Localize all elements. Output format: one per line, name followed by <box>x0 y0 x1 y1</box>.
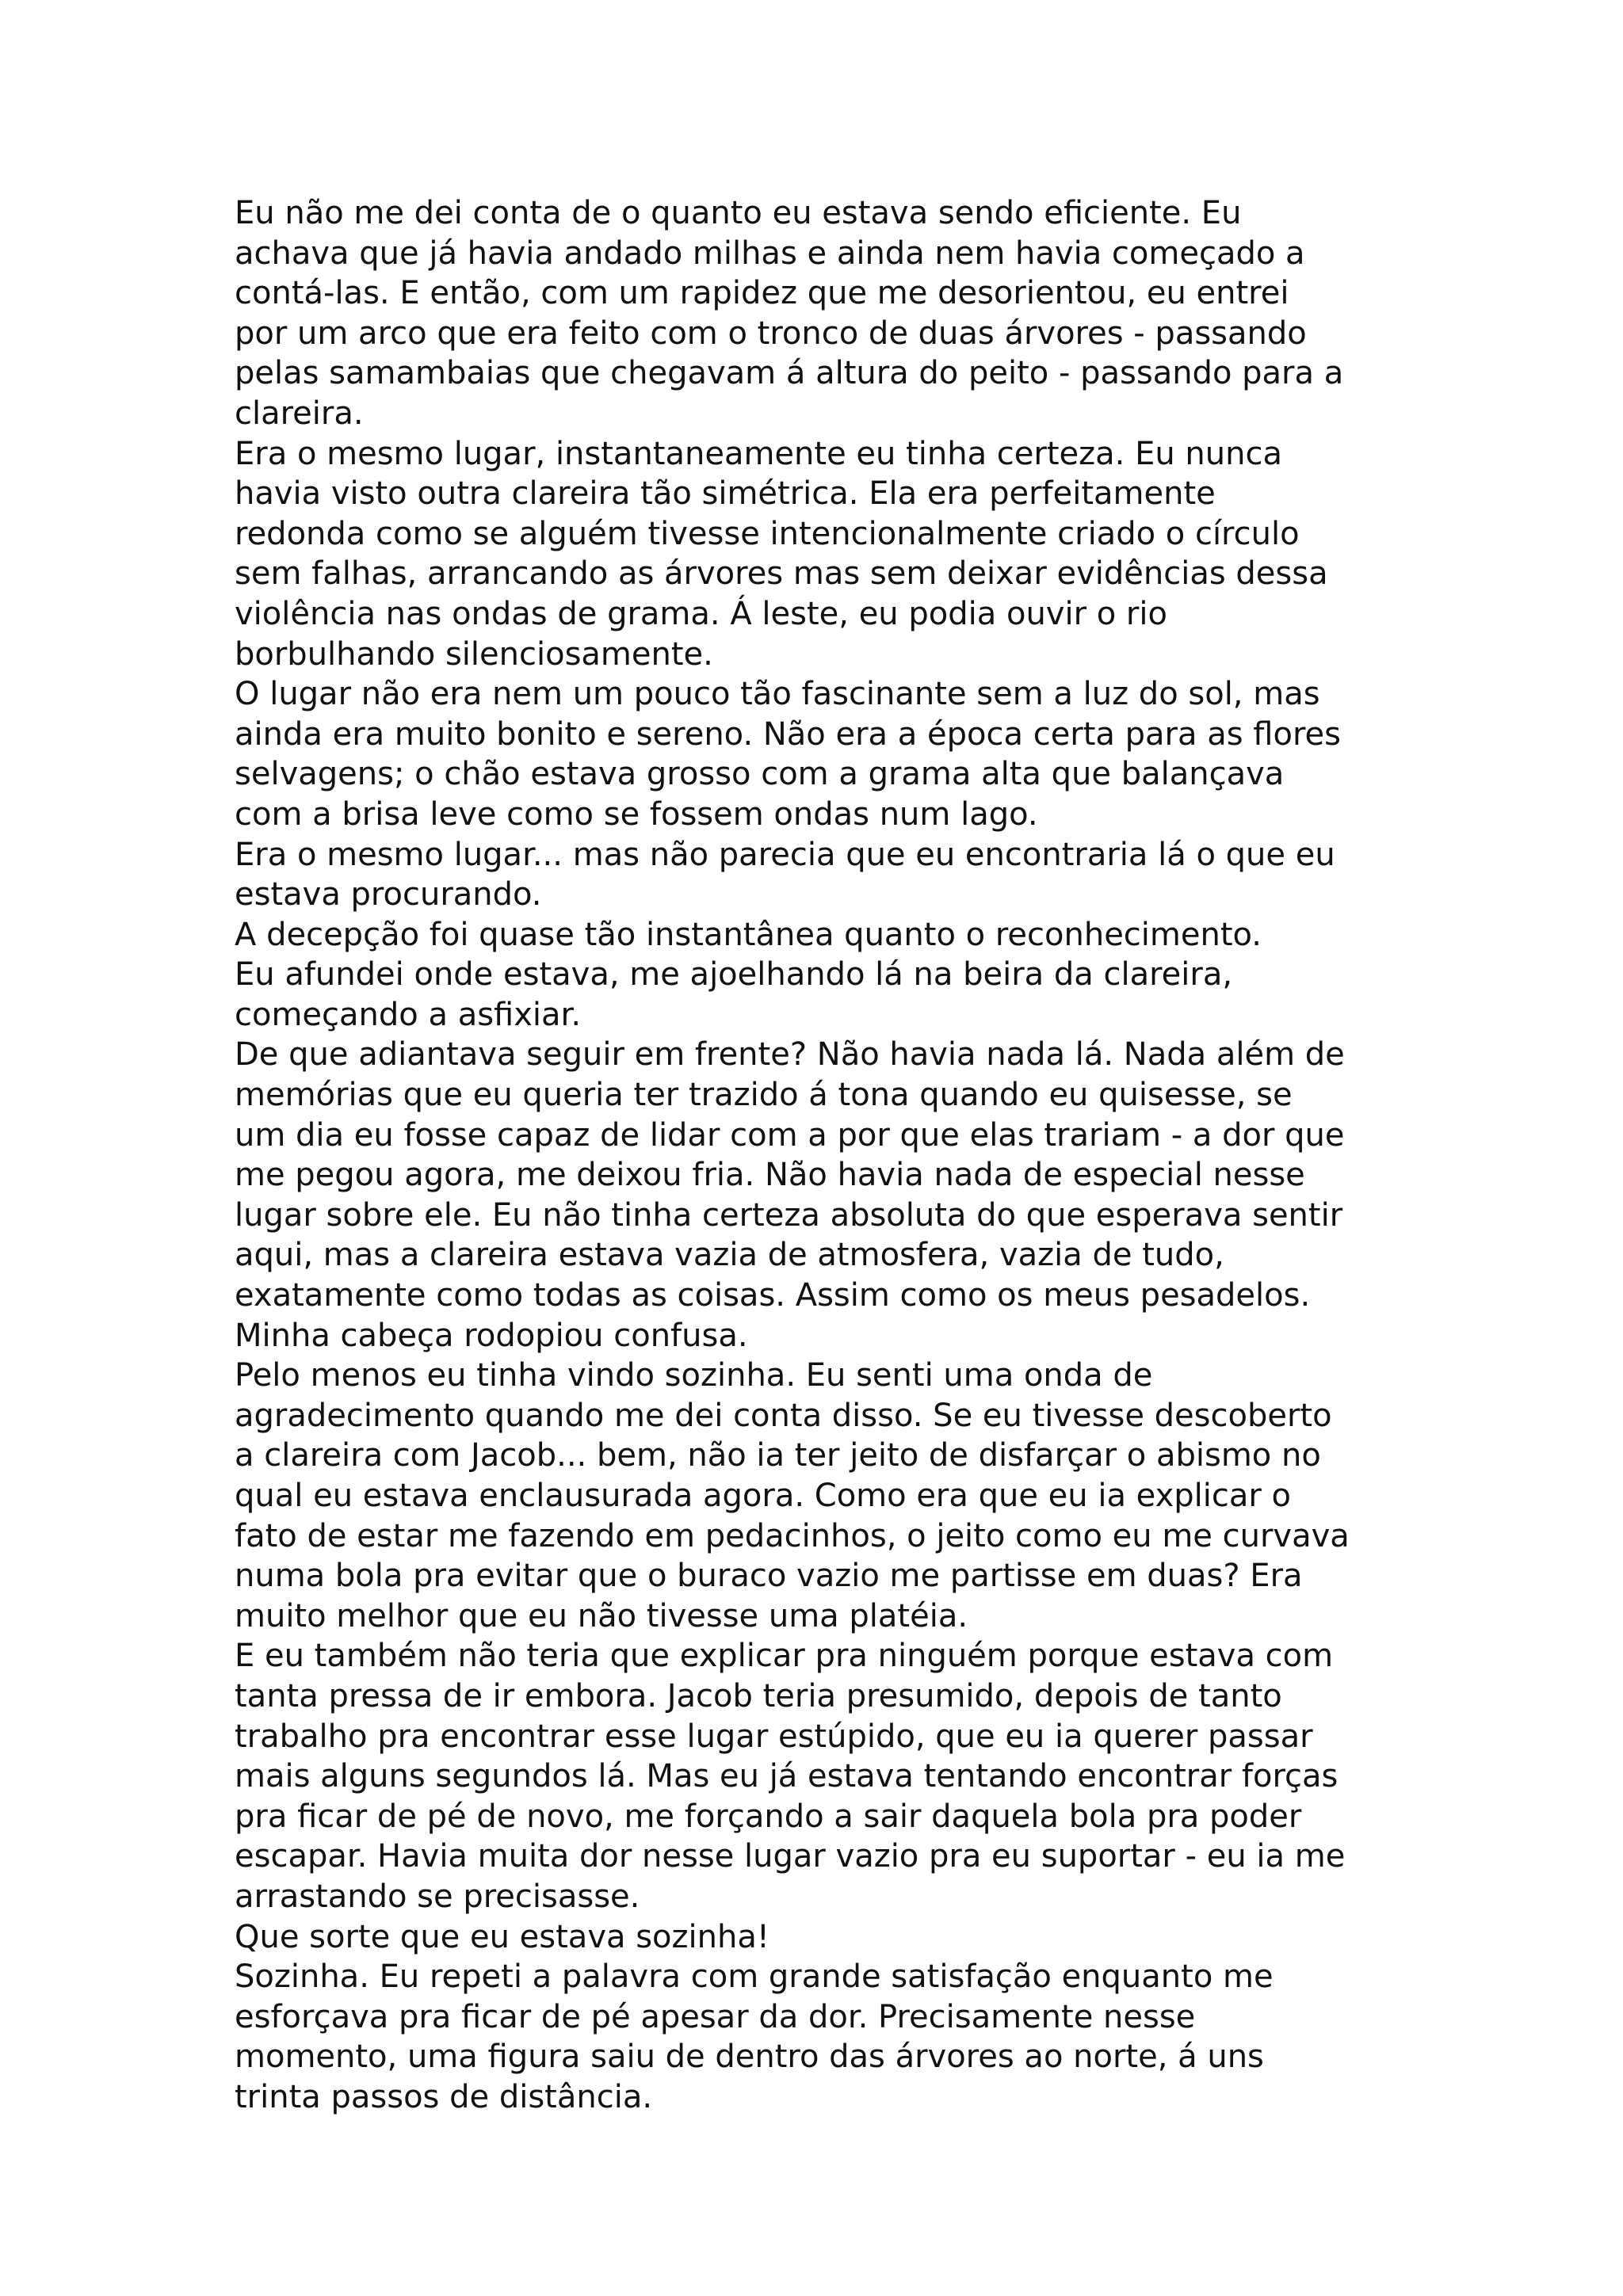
paragraph: Minha cabeça rodopiou confusa. <box>235 1317 748 1354</box>
paragraph: Sozinha. Eu repeti a palavra com grande satisfação enquanto me esforçava pra ficar de pé apesar da dor. Precisamente nesse momento, uma figura saiu de dentro das árvores ao norte, á uns trinta passos de distância. <box>235 1958 1274 2115</box>
paragraph: De que adiantava seguir em frente? Não havia nada lá. Nada além de memórias que eu queria ter trazido á tona quando eu quisesse, se um dia eu fosse capaz de lidar com a por que elas trariam - a dor que me pegou agora, me deixou fria. Não havia nada de especial nesse lugar sobre ele. Eu não tinha certeza absoluta do que esperava sentir aqui, mas a clareira estava vazia de atmosfera, vazia de tudo, exatamente como todas as coisas. Assim como os meus pesadelos. <box>235 1036 1345 1314</box>
paragraph: Que sorte que eu estava sozinha! <box>235 1918 769 1955</box>
paragraph: Eu não me dei conta de o quanto eu estava sendo eficiente. Eu achava que já havia andado milhas e ainda nem havia começado a contá-las. E então, com um rapidez que me desorientou, eu entrei por um arco que era feito com o tronco de duas árvores - passando pelas samambaias que chegavam á altura do peito - passando para a clareira. <box>235 195 1344 432</box>
paragraph: Era o mesmo lugar, instantaneamente eu tinha certeza. Eu nunca havia visto outra clareira tão simétrica. Ela era perfeitamente redonda como se alguém tivesse intencionalmente criado o círculo sem falhas, arrancando as árvores mas sem deixar evidências dessa violência nas ondas de grama. Á leste, eu podia ouvir o rio borbulhando silenciosamente. <box>235 435 1328 673</box>
paragraph: E eu também não teria que explicar pra ninguém porque estava com tanta pressa de ir embora. Jacob teria presumido, depois de tanto trabalho pra encontrar esse lugar estúpido, que eu ia querer passar mais alguns segundos lá. Mas eu já estava tentando encontrar forças pra ficar de pé de novo, me forçando a sair daquela bola pra poder escapar. Havia muita dor nesse lugar vazio pra eu suportar - eu ia me arrastando se precisasse. <box>235 1638 1346 1915</box>
paragraph: A decepção foi quase tão instantânea quanto o reconhecimento. <box>235 916 1262 953</box>
paragraph: O lugar não era nem um pouco tão fascinante sem a luz do sol, mas ainda era muito bonito e sereno. Não era a época certa para as flores selvagens; o chão estava grosso com a grama alta que balançava com a brisa leve como se fossem ondas num lago. <box>235 676 1341 833</box>
paragraph: Era o mesmo lugar... mas não parecia que eu encontraria lá o que eu estava procurando. <box>235 836 1335 913</box>
paragraph: Eu afundei onde estava, me ajoelhando lá na beira da clareira, começando a asfixiar. <box>235 956 1233 1033</box>
body-text <box>235 193 1423 2118</box>
paragraph: Pelo menos eu tinha vindo sozinha. Eu senti uma onda de agradecimento quando me dei conta disso. Se eu tivesse descoberto a clareira com Jacob... bem, não ia ter jeito de disfarçar o abismo no qual eu estava enclausurada agora. Como era que eu ia explicar o fato de estar me fazendo em pedacinhos, o jeito como eu me curvava numa bola pra evitar que o buraco vazio me partisse em duas? Era muito melhor que eu não tivesse uma platéia. <box>235 1357 1350 1634</box>
